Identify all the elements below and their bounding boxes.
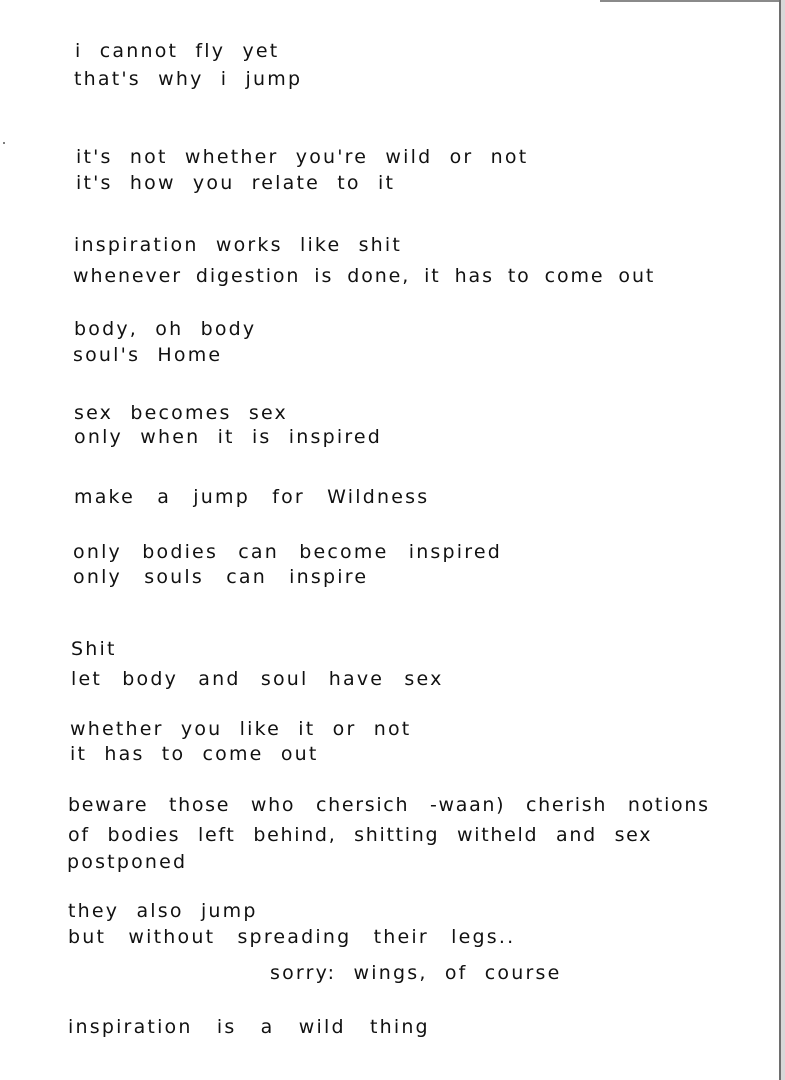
poem-line: whenever digestion is done, it has to come out bbox=[73, 265, 656, 287]
scan-edge-top bbox=[600, 0, 785, 2]
poem-line: i cannot fly yet bbox=[75, 40, 280, 62]
poem-line: it's how you relate to it bbox=[76, 172, 396, 194]
poem-line: sex becomes sex bbox=[74, 402, 288, 424]
poem-line: inspiration is a wild thing bbox=[68, 1016, 430, 1038]
poem-line: it has to come out bbox=[70, 743, 319, 765]
poem-line: soul's Home bbox=[73, 344, 223, 366]
poem-line: whether you like it or not bbox=[70, 718, 412, 740]
poem-line: that's why i jump bbox=[74, 68, 303, 90]
poem-line: beware those who chersich -waan) cherish notions bbox=[68, 794, 710, 816]
poem-line: make a jump for Wildness bbox=[74, 486, 430, 508]
poem-line: it's not whether you're wild or not bbox=[76, 146, 529, 168]
poem-line: but without spreading their legs.. bbox=[68, 926, 516, 948]
scan-edge-shadow bbox=[781, 0, 785, 1080]
poem-line: Shit bbox=[71, 638, 117, 660]
poem-line: only souls can inspire bbox=[73, 566, 369, 588]
poem-line: inspiration works like shit bbox=[74, 234, 403, 256]
poem-line: let body and soul have sex bbox=[71, 668, 444, 690]
poem-line: body, oh body bbox=[74, 318, 257, 340]
poem-line: of bodies left behind, shitting witheld and sex bbox=[68, 824, 653, 846]
scan-speck bbox=[3, 142, 5, 144]
poem-line: they also jump bbox=[68, 900, 258, 922]
poem-line: only when it is inspired bbox=[74, 426, 383, 448]
poem-line: only bodies can become inspired bbox=[73, 541, 503, 563]
poem-line: sorry: wings, of course bbox=[270, 962, 562, 984]
poem-line: postponed bbox=[67, 851, 188, 873]
